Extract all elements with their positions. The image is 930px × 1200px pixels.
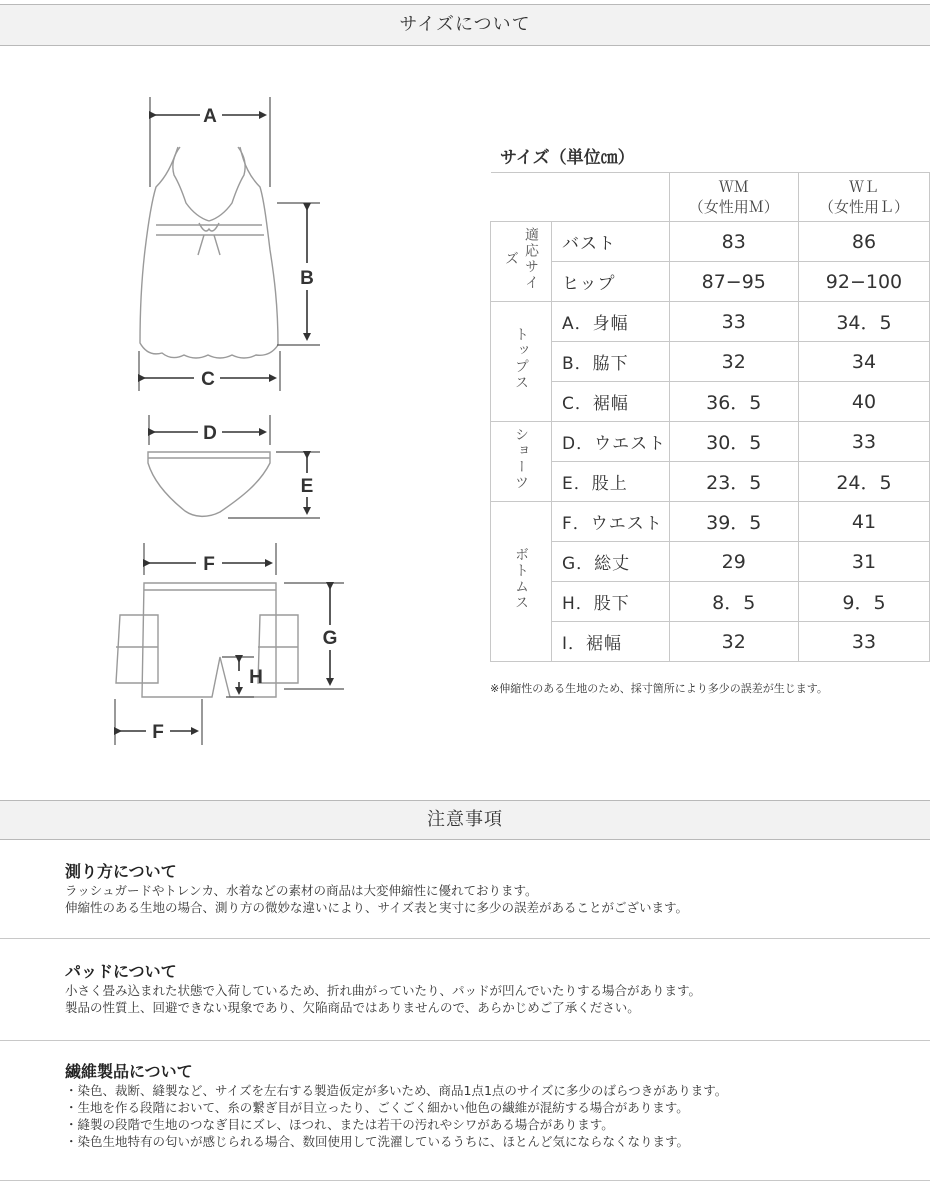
section-heading: 繊維製品について xyxy=(65,1062,193,1081)
divider xyxy=(0,1180,930,1181)
section-line: 小さく畳み込まれた状態で入荷しているため、折れ曲がっていたり、パッドが凹んでいたりする場合があります。 xyxy=(65,983,702,998)
shorts-icon xyxy=(148,452,270,516)
size-table xyxy=(490,172,930,662)
section-heading: パッドについて xyxy=(65,962,177,981)
section-heading: 測り方について xyxy=(65,862,177,881)
table-row: トップス A．身幅 33 34．5 xyxy=(491,302,930,342)
label-c: C xyxy=(201,369,215,390)
table-row: ショーツ D．ウエスト 30．5 33 xyxy=(491,422,930,462)
label-a: A xyxy=(203,106,217,127)
section-line: 製品の性質上、回避できない現象であり、欠陥商品ではありませんので、あらかじめご了承ください。 xyxy=(65,1000,640,1015)
table-header-row xyxy=(491,173,930,222)
group-label: トップス xyxy=(491,302,552,422)
label-d: D xyxy=(203,423,217,444)
section-line: ・染色、裁断、縫製など、サイズを左右する製造仮定が多いため、商品1点1点のサイズに多少のばらつきがあります。 xyxy=(65,1083,728,1098)
section-line: ・生地を作る段階において、糸の繋ぎ目が目立ったり、ごくごく細かい他色の繊維が混紡する場合があります。 xyxy=(65,1100,689,1115)
measurement-diagram xyxy=(100,85,380,765)
table-row: I．裾幅 32 33 xyxy=(491,622,930,662)
group-label: ボトムス xyxy=(491,502,552,662)
notes-pad xyxy=(65,962,895,1016)
table-row: ヒップ 87−95 92−100 xyxy=(491,262,930,302)
divider xyxy=(0,1040,930,1041)
table-note: ※伸縮性のある生地のため、採寸箇所により多少の誤差が生じます。 xyxy=(490,682,828,695)
notes-measurement xyxy=(65,862,895,916)
table-row: H．股下 8．5 9．5 xyxy=(491,582,930,622)
notes-section-header xyxy=(0,800,930,840)
label-e: E xyxy=(300,476,314,497)
table-row: E．股上 23．5 24．5 xyxy=(491,462,930,502)
column-header-wl: ＷＬ （女性用Ｌ） xyxy=(798,173,929,222)
bottoms-icon xyxy=(116,583,298,697)
tankini-top-icon xyxy=(140,147,278,358)
table-row: B．脇下 32 34 xyxy=(491,342,930,382)
label-f: F xyxy=(203,554,215,575)
label-g: G xyxy=(322,628,338,649)
size-section-header xyxy=(0,4,930,46)
section-line: 伸縮性のある生地の場合、測り方の微妙な違いにより、サイズ表と実寸に多少の誤差があることがございます。 xyxy=(65,900,689,915)
column-header-wm: ＷＭ （女性用Ｍ） xyxy=(669,173,798,222)
label-h: H xyxy=(249,667,263,688)
table-row: ボトムス F．ウエスト 39．5 41 xyxy=(491,502,930,542)
label-f2: F xyxy=(152,722,164,743)
table-row: G．総丈 29 31 xyxy=(491,542,930,582)
group-label: ショーツ xyxy=(491,422,552,502)
group-label: 適応サイズ xyxy=(491,222,552,302)
notes-textile xyxy=(65,1062,895,1150)
notes-section-title: 注意事項 xyxy=(427,809,503,830)
label-b: B xyxy=(300,268,314,289)
section-line: ・縫製の段階で生地のつなぎ目にズレ、ほつれ、または若干の汚れやシワがある場合があります。 xyxy=(65,1117,614,1132)
size-section-title: サイズについて xyxy=(399,14,531,35)
size-table-title: サイズ（単位㎝） xyxy=(500,148,635,168)
divider xyxy=(0,938,930,939)
table-row: C．裾幅 36．5 40 xyxy=(491,382,930,422)
table-row: 適応サイズ バスト 83 86 xyxy=(491,222,930,262)
section-line: ラッシュガードやトレンカ、水着などの素材の商品は大変伸縮性に優れております。 xyxy=(65,883,538,898)
section-line: ・染色生地特有の匂いが感じられる場合、数回使用して洗濯しているうちに、ほとんど気にならなくなります。 xyxy=(65,1134,690,1149)
